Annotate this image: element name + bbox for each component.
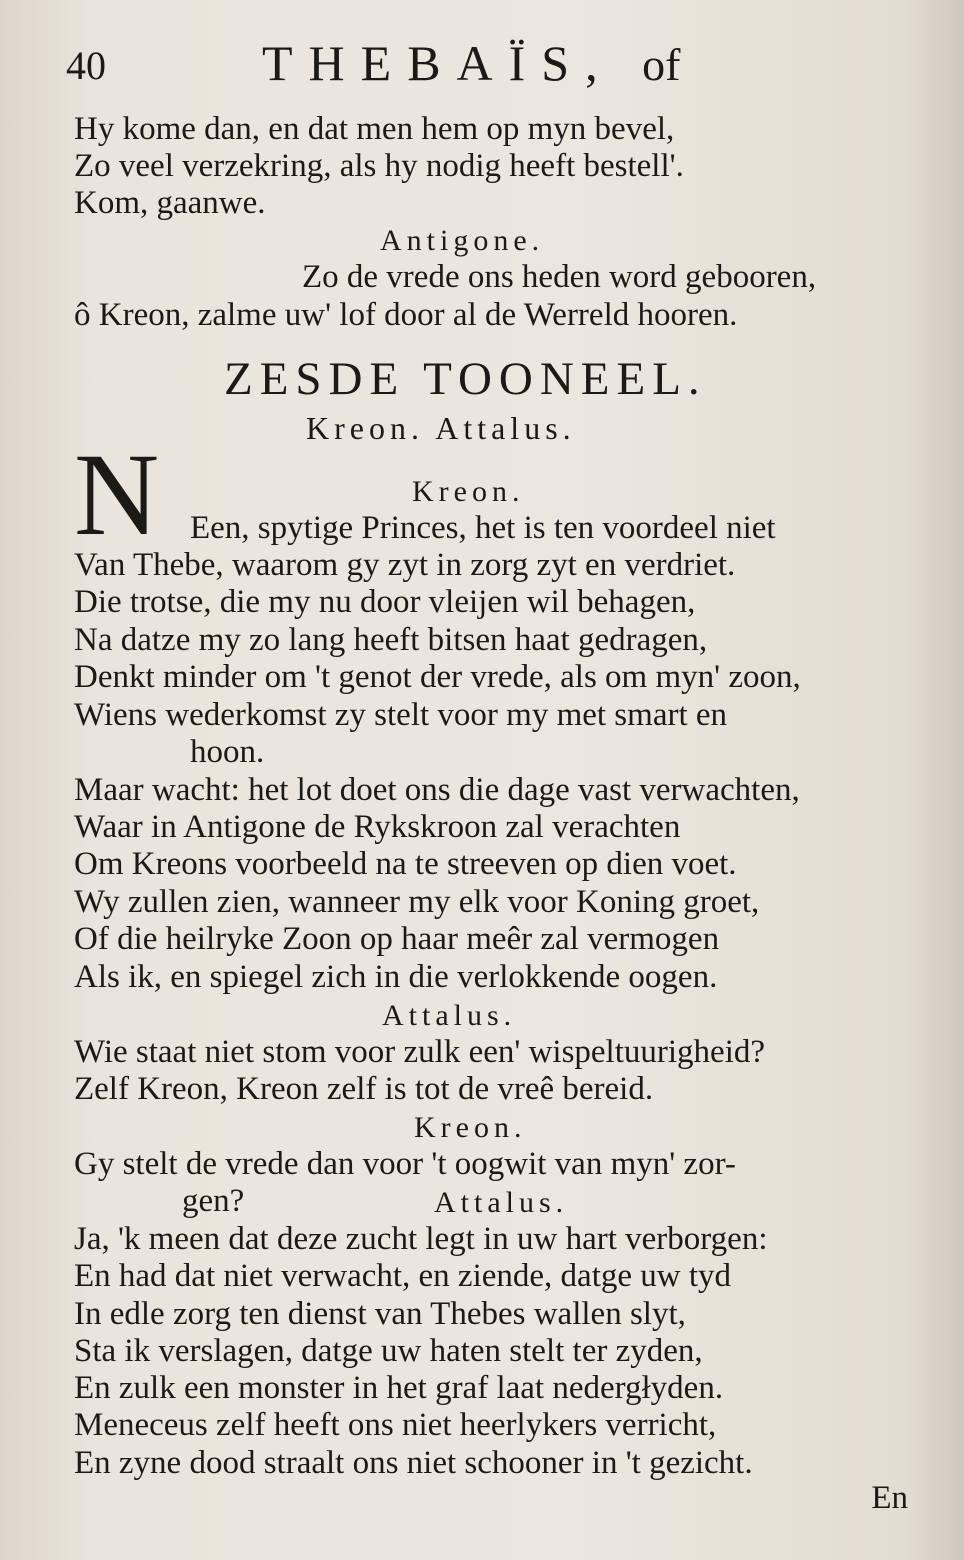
verse-line: Ja, 'k meen dat deze zucht legt in uw hart verborgen: (74, 1221, 768, 1257)
verse-line: Van Thebe, waarom gy zyt in zorg zyt en verdriet. (74, 547, 736, 583)
verse-line: hoon. (190, 734, 265, 770)
verse-line: Of die heilryke Zoon op haar meêr zal vermogen (74, 921, 720, 957)
catchword: En (871, 1480, 908, 1516)
scene-persons: Kreon. Attalus. (306, 410, 576, 446)
verse-line: Sta ik verslagen, datge uw haten stelt ter zyden, (74, 1333, 703, 1369)
verse-line: In edle zorg ten dienst van Thebes wallen slyt, (74, 1296, 686, 1332)
verse-line: Waar in Antigone de Rykskroon zal verachten (74, 809, 681, 845)
speaker-attalus: Attalus. (382, 999, 517, 1032)
verse-line: Wiens wederkomst zy stelt voor my met smart en (74, 697, 728, 733)
verse-line: Meneceus zelf heeft ons niet heerlykers verricht, (74, 1407, 717, 1443)
verse-line: En had dat niet verwacht, en ziende, datge uw tyd (74, 1258, 732, 1294)
verse-line: Gy stelt de vrede dan voor 't oogwit van myn' zor- (74, 1146, 736, 1182)
verse-line: Om Kreons voorbeeld na te streeven op dien voet. (74, 846, 737, 882)
page-number: 40 (66, 43, 106, 88)
verse-line: ô Kreon, zalme uw' lof door al de Werreld hooren. (74, 297, 738, 333)
speaker-attalus: Attalus. (434, 1186, 569, 1219)
drop-cap: N (74, 429, 160, 560)
verse-line: Kom, gaanwe. (74, 185, 266, 221)
verse-line: Zo de vrede ons heden word gebooren, (302, 259, 817, 295)
verse-line: Een, spytige Princes, het is ten voordeel niet (190, 510, 776, 546)
verse-line: Als ik, en spiegel zich in die verlokkende oogen. (74, 959, 718, 995)
verse-line: Die trotse, die my nu door vleijen wil behagen, (74, 584, 696, 620)
verse-line: Zo veel verzekring, als hy nodig heeft bestell'. (74, 148, 684, 184)
running-title-suffix: of (642, 39, 681, 90)
verse-line: En zulk een monster in het graf laat nedergłyden. (74, 1370, 724, 1406)
verse-line: Zelf Kreon, Kreon zelf is tot de vreê bereid. (74, 1071, 654, 1107)
verse-line: Na datze my zo lang heeft bitsen haat gedragen, (74, 622, 708, 658)
verse-line: Wy zullen zien, wanneer my elk voor Koning groet, (74, 884, 760, 920)
verse-line: En zyne dood straalt ons niet schooner in 't gezicht. (74, 1445, 753, 1481)
scene-title: ZESDE TOONEEL. (224, 353, 707, 405)
speaker-kreon: Kreon. (412, 475, 525, 508)
verse-line: gen? (182, 1183, 245, 1219)
speaker-antigone: Antigone. (380, 224, 545, 257)
verse-line: Wie staat niet stom voor zulk een' wispeltuurigheid? (74, 1034, 766, 1070)
verse-line: Maar wacht: het lot doet ons die dage vast verwachten, (74, 772, 800, 808)
verse-line: Hy kome dan, en dat men hem op myn bevel, (74, 111, 675, 147)
text-block (74, 0, 914, 1560)
verse-line: Denkt minder om 't genot der vrede, als om myn' zoon, (74, 659, 801, 695)
speaker-kreon: Kreon. (414, 1111, 527, 1144)
running-title-main: THEBAÏS, (262, 35, 614, 91)
